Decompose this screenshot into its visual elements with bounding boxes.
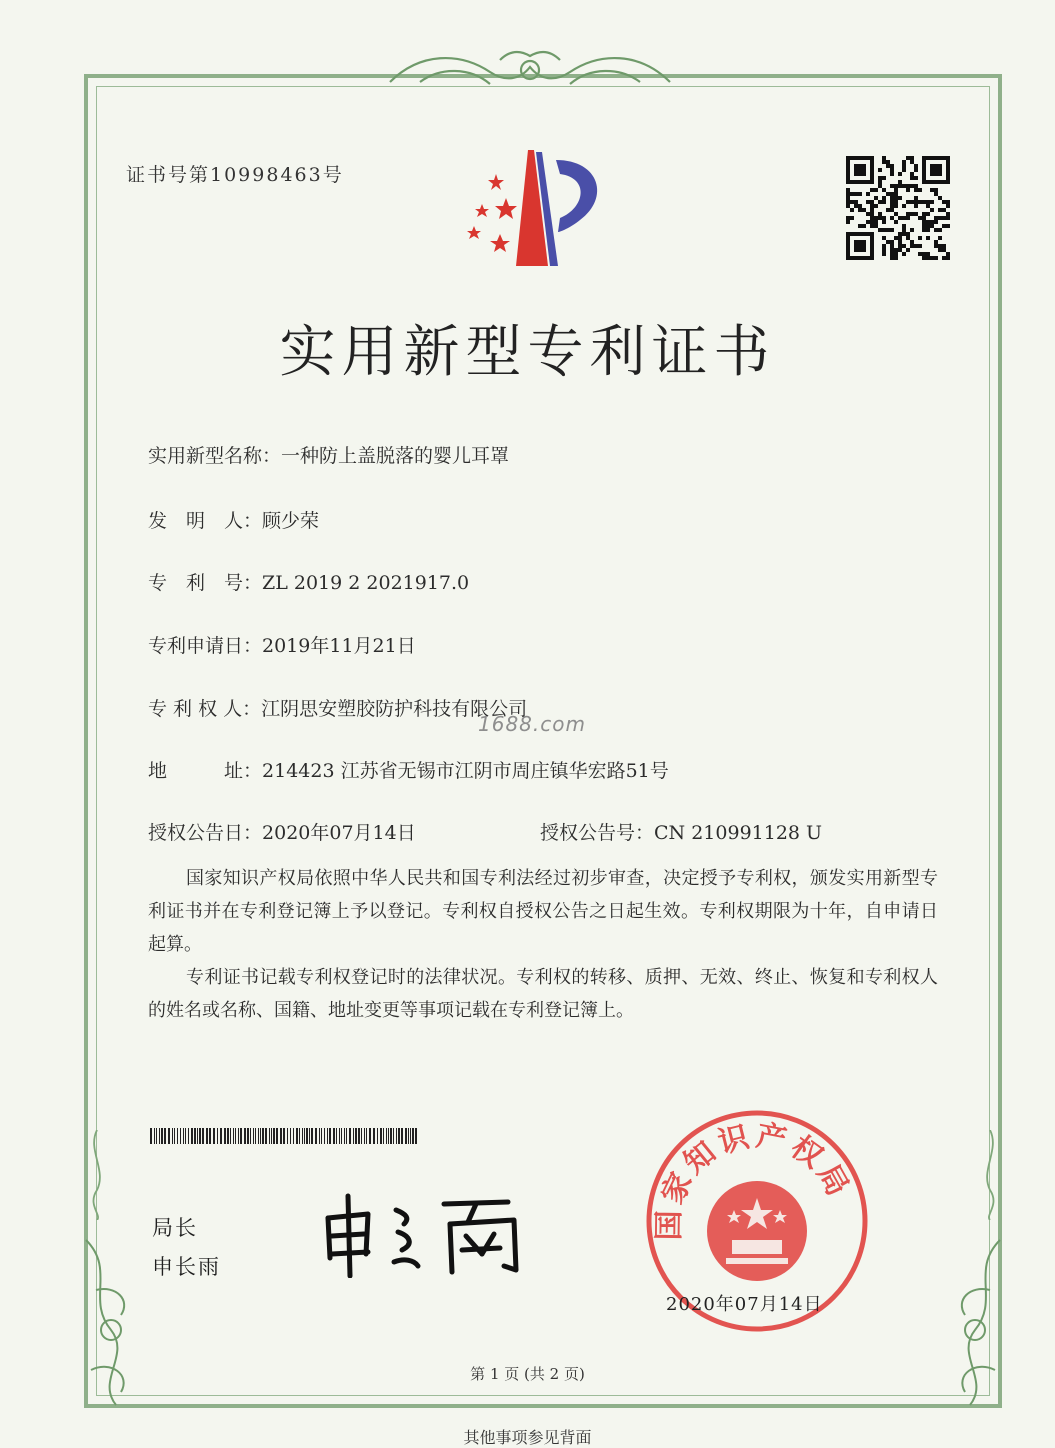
certificate-paragraph-2: 专利证书记载专利权登记时的法律状况。专利权的转移、质押、无效、终止、恢复和专利权人的姓名或名称、国籍、地址变更等事项记载在专利登记簿上。	[148, 967, 938, 1021]
left-edge-ornament	[82, 1130, 112, 1220]
field-label: 专 利 号：	[148, 572, 263, 594]
page-number: 第 1 页 (共 2 页)	[470, 1365, 585, 1383]
field-filing-date	[148, 631, 416, 658]
certificate-number: 证书号第10998463号	[126, 164, 344, 186]
field-utility-model-name	[148, 441, 509, 468]
field-patentee	[148, 694, 527, 721]
footer-note: 其他事项参见背面	[463, 1428, 592, 1447]
field-label: 发 明 人：	[148, 510, 263, 532]
field-value: 江阴思安塑胶防护科技有限公司	[261, 698, 528, 720]
field-value: 一种防上盖脱落的婴儿耳罩	[281, 445, 510, 467]
field-grant-date	[148, 818, 416, 845]
director-signature	[318, 1188, 548, 1278]
field-label: 授权公告日：	[148, 822, 263, 844]
director-title: 局长	[152, 1216, 198, 1240]
field-grant-number	[540, 818, 822, 845]
field-label: 实用新型名称：	[148, 445, 282, 467]
certificate-paragraph-1: 国家知识产权局依照中华人民共和国专利法经过初步审查，决定授予专利权，颁发实用新型专利证书并在专利登记簿上予以登记。专利权自授权公告之日起生效。专利权期限为十年，自申请日起算。	[148, 868, 938, 955]
right-edge-ornament	[975, 1130, 1005, 1220]
field-label: 专 利 权 人：	[148, 698, 262, 720]
field-value: CN 210991128 U	[654, 822, 823, 844]
watermark-text: 1688.com	[478, 712, 586, 736]
field-label: 地 址：	[148, 760, 263, 782]
field-value: 2020年07月14日	[262, 822, 416, 844]
field-value: 顾少荣	[262, 510, 320, 532]
field-patent-number	[148, 568, 469, 595]
top-ornament	[380, 42, 680, 102]
barcode	[150, 1128, 418, 1144]
certificate-title: 实用新型专利证书	[279, 320, 776, 385]
field-label: 授权公告号：	[540, 822, 655, 844]
field-inventor	[148, 506, 319, 533]
field-value: 2019年11月21日	[262, 635, 416, 657]
field-value: 214423 江苏省无锡市江阴市周庄镇华宏路51号	[262, 760, 669, 782]
field-value: ZL 2019 2 2021917.0	[262, 572, 470, 594]
cnipa-logo	[460, 148, 620, 272]
field-label: 专利申请日：	[148, 635, 263, 657]
field-address	[148, 756, 669, 783]
seal-date: 2020年07月14日	[666, 1294, 823, 1315]
qr-code	[846, 156, 950, 260]
director-name: 申长雨	[152, 1255, 221, 1279]
svg-text:国家知识产权局: 国家知识产权局	[651, 1118, 857, 1241]
